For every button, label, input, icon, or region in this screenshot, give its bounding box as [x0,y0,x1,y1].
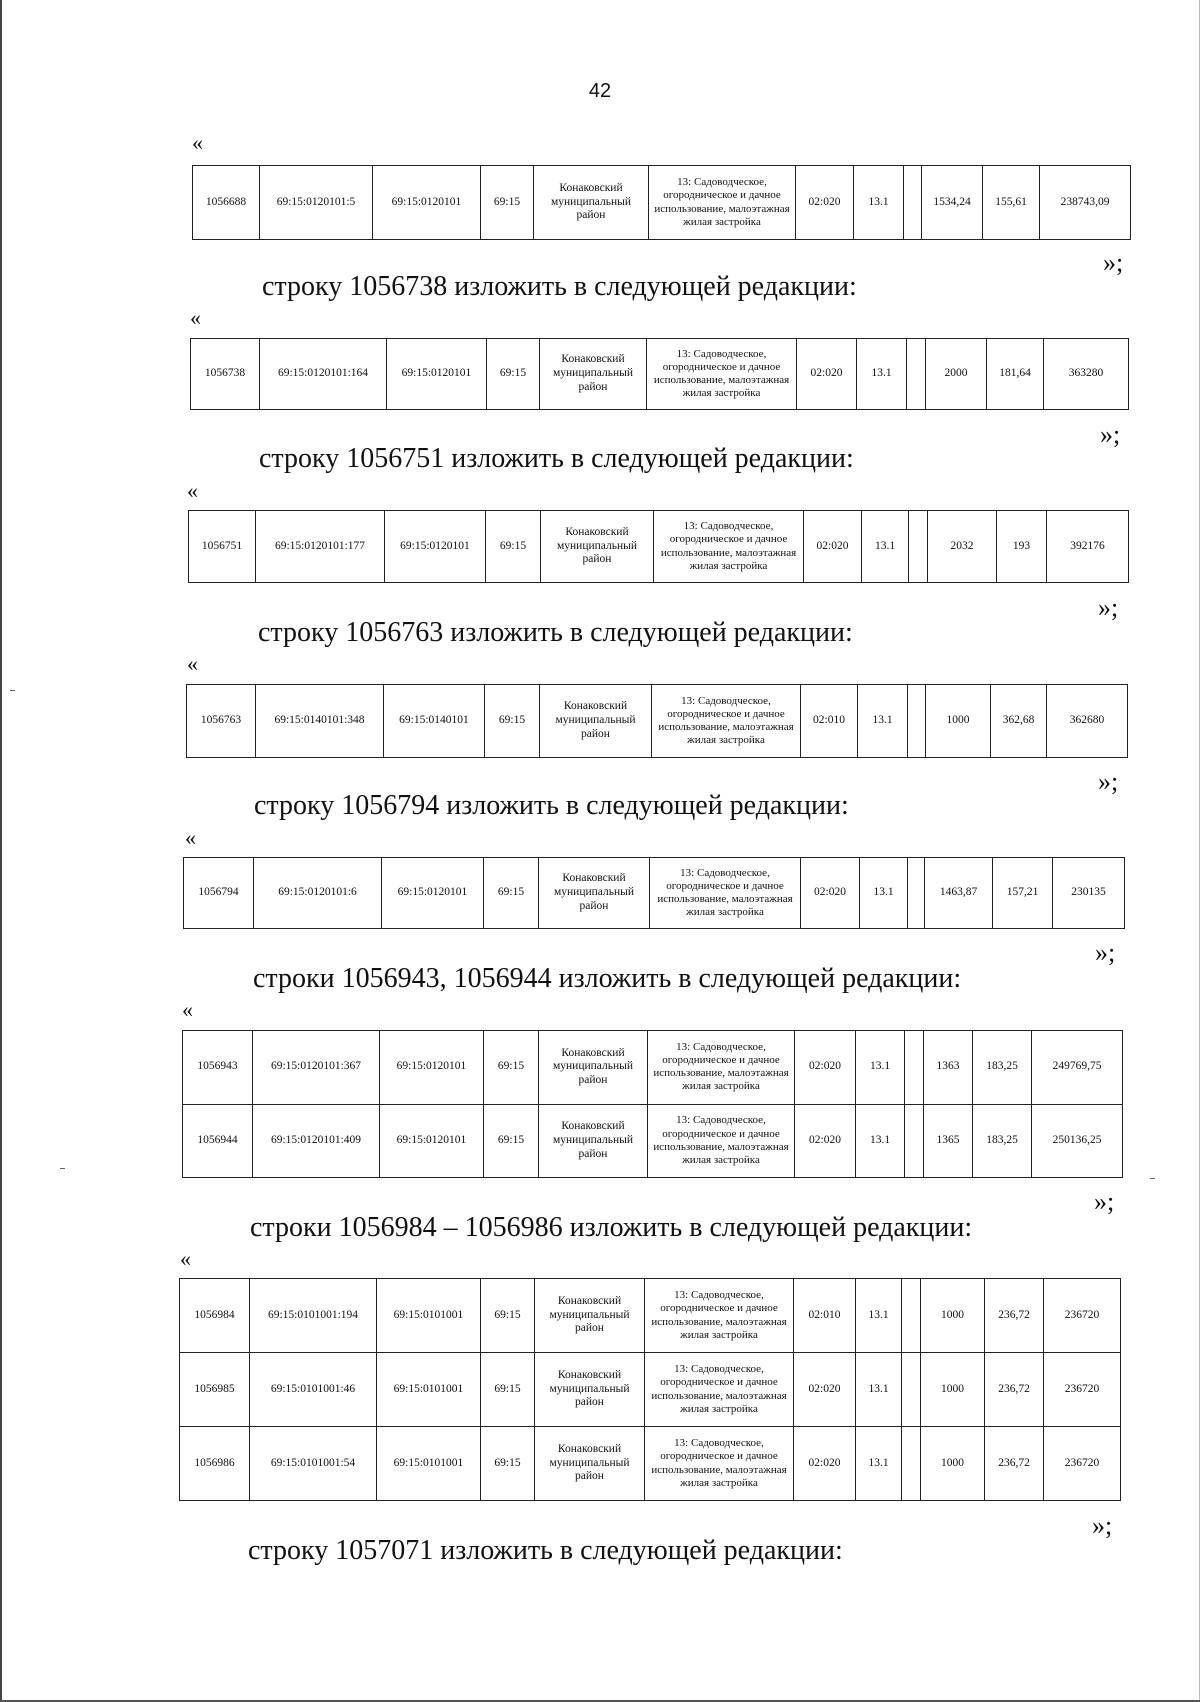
zone-code: 02:020 [796,166,854,240]
group-code: 13.1 [856,1031,905,1105]
empty-cell [905,1031,924,1105]
land-use-cell: 13: Садоводческое, огородническое и дачное использование, малоэтажная жилая застройка [645,1427,794,1501]
data-table [192,165,1131,240]
municipality-cell: Конаковский муниципальный район [535,1427,645,1501]
close-quote: »; [1103,248,1124,277]
land-use-cell: 13: Садоводческое, огородническое и дачное использование, малоэтажная жилая застройка [650,858,801,929]
table-row [184,858,1125,929]
municipality-cell: Конаковский муниципальный район [541,511,654,583]
close-quote: »; [1098,593,1119,622]
land-use-cell: 13: Садоводческое, огородническое и дачное использование, малоэтажная жилая застройка [645,1279,794,1353]
district-code: 69:15 [481,1427,535,1501]
specific-value: 236,72 [985,1427,1044,1501]
zone-code: 02:020 [794,1353,856,1427]
empty-cell [902,1427,921,1501]
municipality-cell: Конаковский муниципальный район [539,1104,648,1178]
empty-cell [907,339,926,410]
municipality-cell: Конаковский муниципальный район [535,1279,645,1353]
district-code: 69:15 [486,511,541,583]
district-code: 69:15 [484,1104,539,1178]
land-use-cell: 13: Садоводческое, огородническое и дачное использование, малоэтажная жилая застройка [647,339,797,410]
empty-cell [902,1353,921,1427]
open-quote: « [192,130,203,155]
empty-cell [904,166,922,240]
zone-code: 02:010 [794,1279,856,1353]
section-heading: строку 1056794 изложить в следующей редакции: [254,790,849,821]
zone-code: 02:020 [795,1031,856,1105]
area-value: 1000 [926,685,991,758]
group-code: 13.1 [862,511,909,583]
specific-value: 362,68 [991,685,1047,758]
close-quote: »; [1095,938,1116,967]
area-value: 2032 [928,511,997,583]
district-code: 69:15 [485,685,540,758]
area-value: 1000 [921,1279,985,1353]
cadastral-value: 392176 [1047,511,1129,583]
data-table [182,1030,1123,1178]
row-id: 1056984 [180,1279,250,1353]
cadastral-number: 69:15:0120101:5 [260,166,373,240]
cadastral-block: 69:15:0120101 [373,166,481,240]
open-quote: « [190,305,201,330]
scan-speck [10,690,15,691]
specific-value: 157,21 [993,858,1053,929]
empty-cell [909,511,928,583]
group-code: 13.1 [856,1427,902,1501]
row-id: 1056943 [183,1031,253,1105]
row-id: 1056944 [183,1104,253,1178]
group-code: 13.1 [856,1104,905,1178]
cadastral-value: 236720 [1044,1353,1121,1427]
close-quote: »; [1094,1187,1115,1216]
group-code: 13.1 [854,166,904,240]
area-value: 1363 [924,1031,973,1105]
land-use-cell: 13: Садоводческое, огородническое и дачное использование, малоэтажная жилая застройка [652,685,801,758]
cadastral-value: 236720 [1044,1279,1121,1353]
table-row [189,511,1129,583]
section-heading: строку 1056751 изложить в следующей редакции: [259,443,854,474]
zone-code: 02:020 [804,511,862,583]
data-table [188,510,1129,583]
group-code: 13.1 [856,1279,902,1353]
cadastral-number: 69:15:0120101:177 [256,511,385,583]
scan-speck [60,1168,65,1169]
cadastral-value: 236720 [1044,1427,1121,1501]
row-id: 1056985 [180,1353,250,1427]
cadastral-block: 69:15:0120101 [382,858,484,929]
cadastral-number: 69:15:0120101:6 [254,858,382,929]
row-id: 1056763 [187,685,256,758]
open-quote: « [187,651,198,676]
municipality-cell: Конаковский муниципальный район [540,685,652,758]
land-use-cell: 13: Садоводческое, огородническое и дачное использование, малоэтажная жилая застройка [654,511,804,583]
municipality-cell: Конаковский муниципальный район [539,1031,648,1105]
row-id: 1056738 [191,339,260,410]
section-heading: строку 1057071 изложить в следующей редакции: [248,1535,843,1566]
municipality-cell: Конаковский муниципальный район [540,339,647,410]
cadastral-block: 69:15:0120101 [385,511,486,583]
data-table [190,338,1129,410]
table-row [183,1031,1123,1105]
group-code: 13.1 [856,1353,902,1427]
land-use-cell: 13: Садоводческое, огородническое и дачное использование, малоэтажная жилая застройка [648,1031,795,1105]
section-heading: строку 1056763 изложить в следующей редакции: [258,617,853,648]
zone-code: 02:020 [797,339,857,410]
empty-cell [905,1104,924,1178]
land-use-cell: 13: Садоводческое, огородническое и дачное использование, малоэтажная жилая застройка [645,1353,794,1427]
table-row [183,1104,1123,1178]
row-id: 1056751 [189,511,256,583]
cadastral-number: 69:15:0120101:367 [253,1031,380,1105]
cadastral-block: 69:15:0101001 [377,1353,481,1427]
zone-code: 02:020 [801,858,860,929]
area-value: 1000 [921,1427,985,1501]
scan-speck [1150,1178,1155,1179]
open-quote: « [185,825,196,850]
specific-value: 183,25 [973,1031,1032,1105]
empty-cell [902,1279,921,1353]
specific-value: 181,64 [987,339,1044,410]
specific-value: 236,72 [985,1353,1044,1427]
zone-code: 02:020 [794,1427,856,1501]
cadastral-block: 69:15:0140101 [384,685,485,758]
section-heading: строки 1056984 – 1056986 изложить в следующей редакции: [250,1212,973,1243]
table-row [180,1353,1121,1427]
cadastral-value: 250136,25 [1032,1104,1123,1178]
district-code: 69:15 [481,1279,535,1353]
cadastral-block: 69:15:0120101 [380,1031,484,1105]
municipality-cell: Конаковский муниципальный район [535,1353,645,1427]
cadastral-block: 69:15:0120101 [380,1104,484,1178]
specific-value: 183,25 [973,1104,1032,1178]
data-table [186,684,1128,758]
group-code: 13.1 [860,858,908,929]
district-code: 69:15 [481,166,534,240]
table-row [180,1427,1121,1501]
cadastral-number: 69:15:0101001:54 [250,1427,377,1501]
zone-code: 02:020 [795,1104,856,1178]
open-quote: « [182,997,193,1022]
cadastral-number: 69:15:0120101:164 [260,339,387,410]
cadastral-number: 69:15:0101001:194 [250,1279,377,1353]
table-row [191,339,1129,410]
area-value: 1365 [924,1104,973,1178]
data-table [183,857,1125,929]
specific-value: 236,72 [985,1279,1044,1353]
empty-cell [908,858,925,929]
area-value: 2000 [926,339,987,410]
area-value: 1463,87 [925,858,993,929]
cadastral-value: 249769,75 [1032,1031,1123,1105]
row-id: 1056794 [184,858,254,929]
page-number: 42 [588,80,612,102]
row-id: 1056688 [193,166,260,240]
area-value: 1534,24 [922,166,983,240]
section-heading: строку 1056738 изложить в следующей редакции: [262,271,857,302]
open-quote: « [180,1246,191,1271]
district-code: 69:15 [487,339,540,410]
cadastral-number: 69:15:0120101:409 [253,1104,380,1178]
data-table [179,1278,1121,1501]
zone-code: 02:010 [801,685,858,758]
table-row [180,1279,1121,1353]
table-row [187,685,1128,758]
row-id: 1056986 [180,1427,250,1501]
close-quote: »; [1092,1511,1113,1540]
table-row [193,166,1131,240]
area-value: 1000 [921,1353,985,1427]
cadastral-value: 362680 [1047,685,1128,758]
cadastral-number: 69:15:0101001:46 [250,1353,377,1427]
empty-cell [908,685,926,758]
cadastral-value: 238743,09 [1040,166,1131,240]
group-code: 13.1 [857,339,907,410]
district-code: 69:15 [481,1353,535,1427]
open-quote: « [187,478,198,503]
district-code: 69:15 [484,858,539,929]
cadastral-block: 69:15:0101001 [377,1279,481,1353]
land-use-cell: 13: Садоводческое, огородническое и дачное использование, малоэтажная жилая застройка [649,166,796,240]
district-code: 69:15 [484,1031,539,1105]
cadastral-value: 363280 [1044,339,1129,410]
municipality-cell: Конаковский муниципальный район [539,858,650,929]
municipality-cell: Конаковский муниципальный район [534,166,649,240]
cadastral-number: 69:15:0140101:348 [256,685,384,758]
scan-left-edge [0,0,2,1702]
land-use-cell: 13: Садоводческое, огородническое и дачное использование, малоэтажная жилая застройка [648,1104,795,1178]
cadastral-block: 69:15:0101001 [377,1427,481,1501]
specific-value: 155,61 [983,166,1040,240]
group-code: 13.1 [858,685,908,758]
cadastral-value: 230135 [1053,858,1125,929]
specific-value: 193 [997,511,1047,583]
section-heading: строки 1056943, 1056944 изложить в следующей редакции: [253,963,962,994]
cadastral-block: 69:15:0120101 [387,339,487,410]
close-quote: »; [1100,420,1121,449]
close-quote: »; [1098,767,1119,796]
